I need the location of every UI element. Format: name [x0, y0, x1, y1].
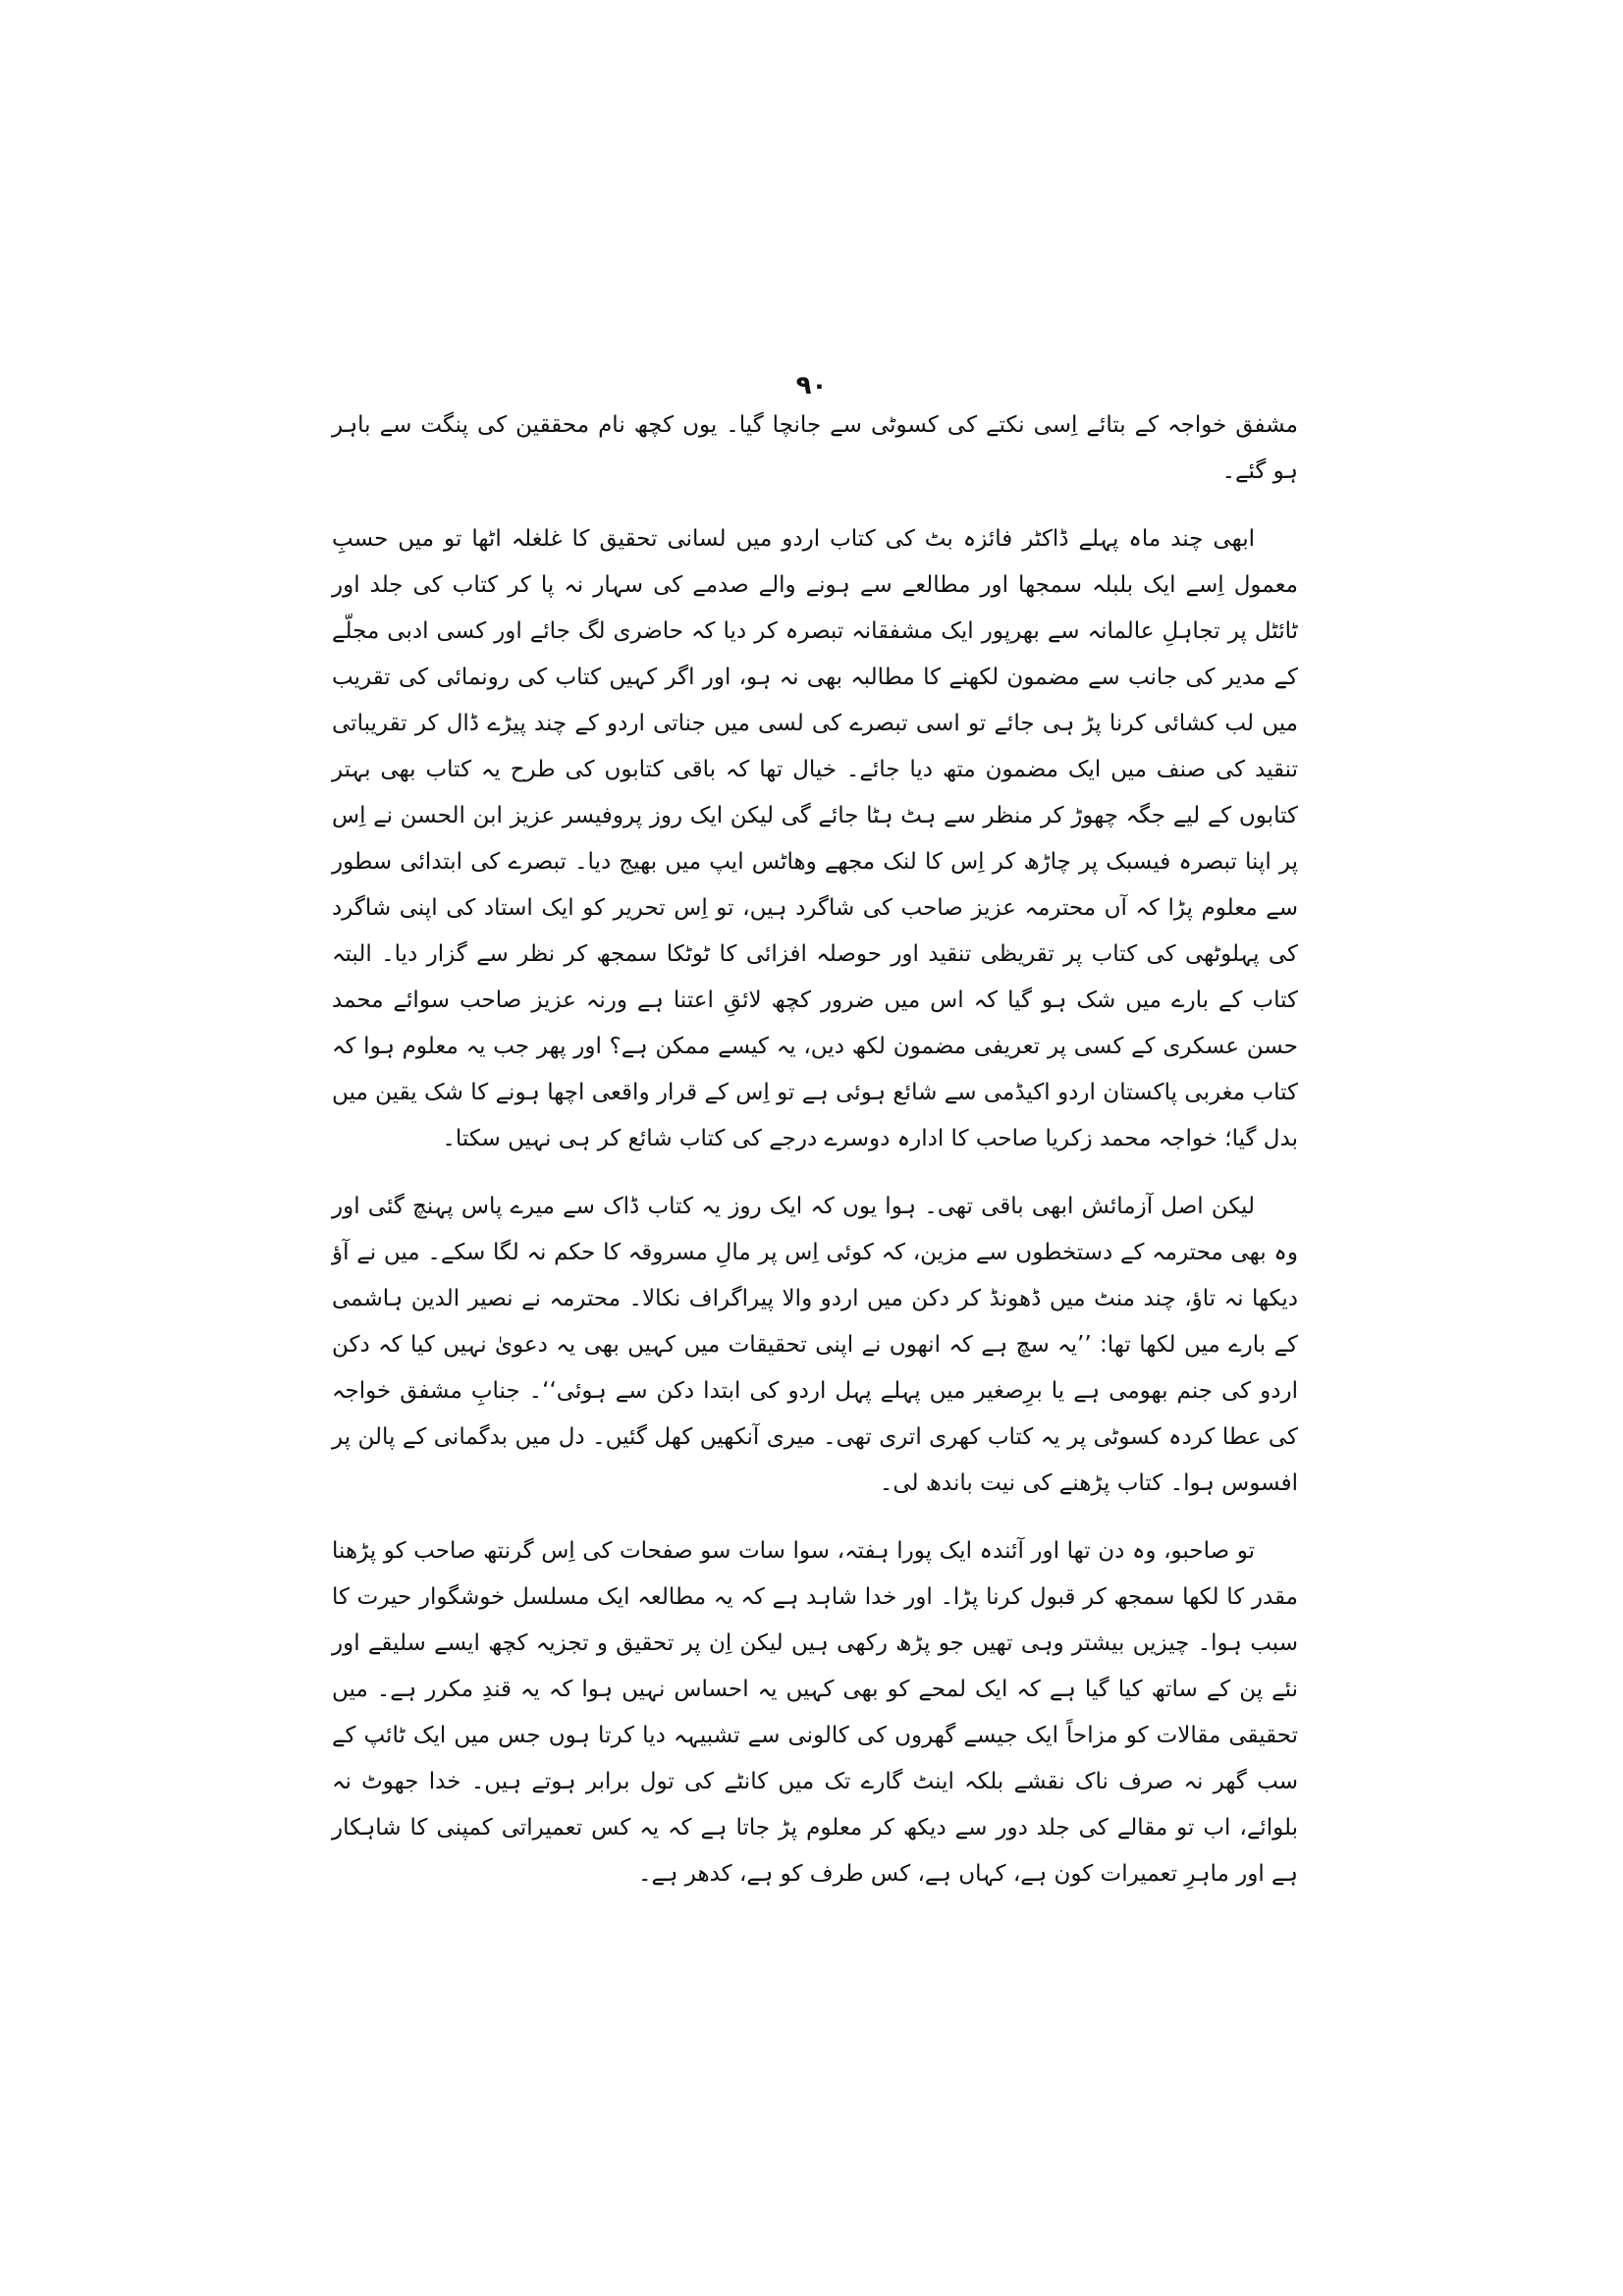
paragraph: لیکن اصل آزمائش ابھی باقی تھی۔ ہوا یوں کہ ایک روز یہ کتاب ڈاک سے میرے پاس پہنچ گئی اور وہ بھی محترمہ کے دستخطوں سے مزین، کہ کوئی اِس پر مالِ مسروقہ کا حکم نہ لگا سکے۔ میں نے آؤ دیکھا نہ تاؤ، چند منٹ میں ڈھونڈ کر دکن میں اردو والا پیراگراف نکالا۔ محترمہ نے نصیر الدین ہاشمی کے بارے میں لکھا تھا: ’’یہ سچ ہے کہ انھوں نے اپنی تحقیقات میں کہیں بھی یہ دعویٰ نہیں کیا کہ دکن اردو کی جنم بھومی ہے یا برِصغیر میں پہلے پہل اردو کی ابتدا دکن سے ہوئی‘‘۔ جنابِ مشفق خواجہ کی عطا کردہ کسوٹی پر یہ کتاب کھری اتری تھی۔ میری آنکھیں کھل گئیں۔ دل میں بدگمانی کے پالن پر افسوس ہوا۔ کتاب پڑھنے کی نیت باندھ لی۔: [332, 1194, 1298, 1496]
body-text: [332, 402, 1298, 1897]
page-number: ۹۰: [795, 371, 828, 400]
paragraph: تو صاحبو، وہ دن تھا اور آئندہ ایک پورا ہفتہ، سوا سات سو صفحات کی اِس گرنتھ صاحب کو پڑھنا مقدر کا لکھا سمجھ کر قبول کرنا پڑا۔ اور خدا شاہد ہے کہ یہ مطالعہ ایک مسلسل خوشگوار حیرت کا سبب ہوا۔ چیزیں بیشتر وہی تھیں جو پڑھ رکھی ہیں لیکن اِن پر تحقیق و تجزیہ کچھ ایسے سلیقے اور نئے پن کے ساتھ کیا گیا ہے کہ ایک لمحے کو بھی کہیں یہ احساس نہیں ہوا کہ یہ قندِ مکرر ہے۔ میں تحقیقی مقالات کو مزاحاً ایک جیسے گھروں کی کالونی سے تشبیہہ دیا کرتا ہوں جس میں ایک ٹائپ کے سب گھر نہ صرف ناک نقشے بلکہ اینٹ گارے تک میں کانٹے کی تول برابر ہوتے ہیں۔ خدا جھوٹ نہ بلوائے، اب تو مقالے کی جلد دور سے دیکھ کر معلوم پڑ جاتا ہے کہ یہ کس تعمیراتی کمپنی کا شاہکار ہے اور ماہرِ تعمیرات کون ہے، کہاں ہے، کس طرف کو ہے، کدھر ہے۔: [332, 1538, 1298, 1887]
paragraph-continuation: مشفق خواجہ کے بتائے اِسی نکتے کی کسوٹی سے جانچا گیا۔ یوں کچھ نام محققین کی پنگت سے باہر ہو گئے۔: [332, 412, 1298, 484]
paragraph: ابھی چند ماہ پہلے ڈاکٹر فائزہ بٹ کی کتاب اردو میں لسانی تحقیق کا غلغلہ اٹھا تو میں حسبِ معمول اِسے ایک بلبلہ سمجھا اور مطالعے سے ہونے والے صدمے کی سہار نہ پا کر کتاب کی جلد اور ٹائٹل پر تجاہلِ عالمانہ سے بھرپور ایک مشفقانہ تبصرہ کر دیا کہ حاضری لگ جائے اور کسی ادبی مجلّے کے مدیر کی جانب سے مضمون لکھنے کا مطالبہ بھی نہ ہو، اور اگر کہیں کتاب کی رونمائی کی تقریب میں لب کشائی کرنا پڑ ہی جائے تو اسی تبصرے کی لسی میں جناتی اردو کے چند پیڑے ڈال کر تقریباتی تنقید کی صنف میں ایک مضمون متھ دیا جائے۔ خیال تھا کہ باقی کتابوں کی طرح یہ کتاب بھی بہتر کتابوں کے لیے جگہ چھوڑ کر منظر سے ہٹ ہٹا جائے گی لیکن ایک روز پروفیسر عزیز ابن الحسن نے اِس پر اپنا تبصرہ فیسبک پر چاڑھ کر اِس کا لنک مجھے وھاٹس ایپ میں بھیج دیا۔ تبصرے کی ابتدائی سطور سے معلوم پڑا کہ آں محترمہ عزیز صاحب کی شاگرد ہیں، تو اِس تحریر کو ایک استاد کی اپنی شاگرد کی پہلوٹھی کی کتاب پر تقریظی تنقید اور حوصلہ افزائی کا ٹوٹکا سمجھ کر نظر سے گزار دیا۔ البتہ کتاب کے بارے میں شک ہو گیا کہ اس میں ضرور کچھ لائقِ اعتنا ہے ورنہ عزیز صاحب سوائے محمد حسن عسکری کے کسی پر تعریفی مضمون لکھ دیں، یہ کیسے ممکن ہے؟ اور پھر جب یہ معلوم ہوا کہ کتاب مغربی پاکستان اردو اکیڈمی سے شائع ہوئی ہے تو اِس کے قرار واقعی اچھا ہونے کا شک یقین میں بدل گیا؛ خواجہ محمد زکریا صاحب کا ادارہ دوسرے درجے کی کتاب شائع کر ہی نہیں سکتا۔: [332, 526, 1298, 1151]
